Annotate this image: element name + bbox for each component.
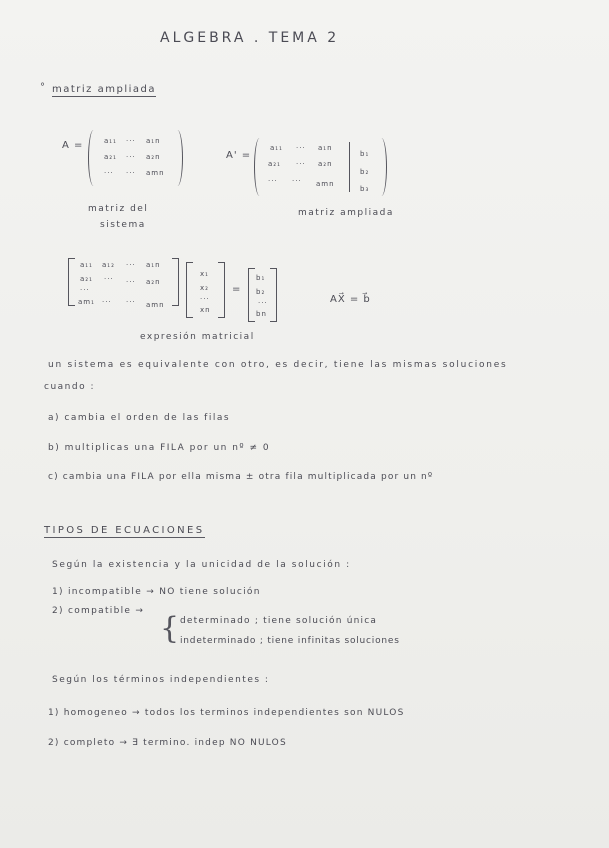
coef-matrix-cell: a₂n (146, 278, 161, 286)
matrix-a-left-paren (88, 130, 99, 186)
bullet-dot: ° (40, 82, 46, 93)
matrix-expression-caption: expresión matricial (140, 332, 255, 342)
equivalence-line-1: un sistema es equivalente con otro, es decir, tiene las mismas soluciones (48, 360, 508, 370)
equivalence-item-b: b) multiplicas una FILA por un nº ≠ 0 (48, 443, 271, 453)
coef-matrix-cell: a₁₁ (80, 261, 93, 269)
matrix-a-cell: a₂₁ (104, 153, 117, 161)
x-vector-right-bracket (218, 262, 225, 318)
matrix-ap-cell: a₂n (318, 160, 333, 168)
section-heading-matriz-ampliada: matriz ampliada (52, 84, 156, 95)
b-vector-cell: ··· (258, 299, 268, 307)
existence-intro: Según la existencia y la unicidad de la solución : (52, 560, 351, 570)
coef-matrix-cell: ··· (102, 298, 112, 306)
coef-matrix-cell: am₁ (78, 298, 95, 306)
matrix-ap-b-cell: b₃ (360, 185, 370, 193)
matrix-ap-caption: matriz ampliada (298, 208, 394, 218)
coef-matrix-cell: a₁₂ (102, 261, 115, 269)
x-vector-cell: x₂ (200, 284, 209, 292)
matrix-ap-label: A' = (226, 150, 252, 161)
type-incompatible: 1) incompatible → NO tiene solución (52, 587, 261, 597)
page-title: ALGEBRA . TEMA 2 (160, 30, 340, 46)
matrix-ap-cell: a₁n (318, 144, 333, 152)
x-vector-cell: ··· (200, 295, 210, 303)
matrix-ap-cell: ··· (296, 144, 306, 152)
coef-matrix-cell: amn (146, 301, 165, 309)
matrix-a-cell: ··· (126, 153, 136, 161)
section-heading-tipos-de-ecuaciones: TIPOS DE ECUACIONES (44, 525, 205, 536)
matrix-ap-cell: ··· (268, 177, 278, 185)
equivalence-item-a: a) cambia el orden de las filas (48, 413, 231, 423)
matrix-a-cell: ··· (126, 137, 136, 145)
coef-matrix-cell: ··· (126, 278, 136, 286)
matrix-a-cell: a₂n (146, 153, 161, 161)
matrix-a-label: A = (62, 140, 84, 151)
matrix-ap-b-cell: b₂ (360, 168, 370, 176)
b-vector-right-bracket (270, 268, 277, 322)
coef-matrix-cell: ··· (80, 286, 90, 294)
equivalence-item-c: c) cambia una FILA por ella misma ± otra fila multiplicada por un nº (48, 472, 434, 482)
matrix-ap-separator (349, 142, 350, 192)
matrix-a-cell: amn (146, 169, 165, 177)
matrix-a-cell: a₁₁ (104, 137, 117, 145)
matrix-equals-sign: = (232, 284, 242, 295)
matrix-ap-cell: a₂₁ (268, 160, 281, 168)
x-vector-cell: x₁ (200, 270, 209, 278)
b-vector-cell: b₁ (256, 274, 266, 282)
independent-terms-intro: Según los términos independientes : (52, 675, 270, 685)
b-vector-cell: bn (256, 310, 267, 318)
coef-matrix-cell: a₁n (146, 261, 161, 269)
coef-matrix-cell: a₂₁ (80, 275, 93, 283)
matrix-ap-left-paren (254, 138, 265, 196)
matrix-ap-right-paren (376, 138, 387, 196)
matrix-ap-cell: ··· (296, 160, 306, 168)
type-completo: 2) completo → ∃ termino. indep NO NULOS (48, 738, 287, 748)
matrix-ap-cell: amn (316, 180, 335, 188)
matrix-a-caption-line1: matriz del (88, 204, 149, 214)
matrix-ap-cell: ··· (292, 177, 302, 185)
compatible-brace: { (160, 611, 180, 646)
coef-matrix-left-bracket (68, 258, 75, 306)
x-vector-left-bracket (186, 262, 193, 318)
type-compatible: 2) compatible → (52, 606, 145, 616)
matrix-a-cell: a₁n (146, 137, 161, 145)
equivalence-line-2: cuando : (44, 382, 95, 392)
type-homogeneo: 1) homogeneo → todos los terminos independientes son NULOS (48, 708, 405, 718)
matrix-a-right-paren (172, 130, 183, 186)
compatible-determinado: determinado ; tiene solución única (180, 616, 378, 626)
matrix-a-cell: ··· (104, 169, 114, 177)
coef-matrix-cell: ··· (126, 298, 136, 306)
x-vector-cell: xn (200, 306, 211, 314)
matrix-short-form: AX⃗ = b⃗ (330, 294, 371, 305)
coef-matrix-cell: ··· (104, 275, 114, 283)
compatible-indeterminado: indeterminado ; tiene infinitas soluciones (180, 636, 400, 646)
matrix-a-cell: ··· (126, 169, 136, 177)
b-vector-cell: b₂ (256, 288, 266, 296)
matrix-a-caption-line2: sistema (100, 220, 146, 230)
matrix-ap-cell: a₁₁ (270, 144, 283, 152)
coef-matrix-cell: ··· (126, 261, 136, 269)
matrix-ap-b-cell: b₁ (360, 150, 370, 158)
b-vector-left-bracket (248, 268, 255, 322)
coef-matrix-right-bracket (172, 258, 179, 306)
